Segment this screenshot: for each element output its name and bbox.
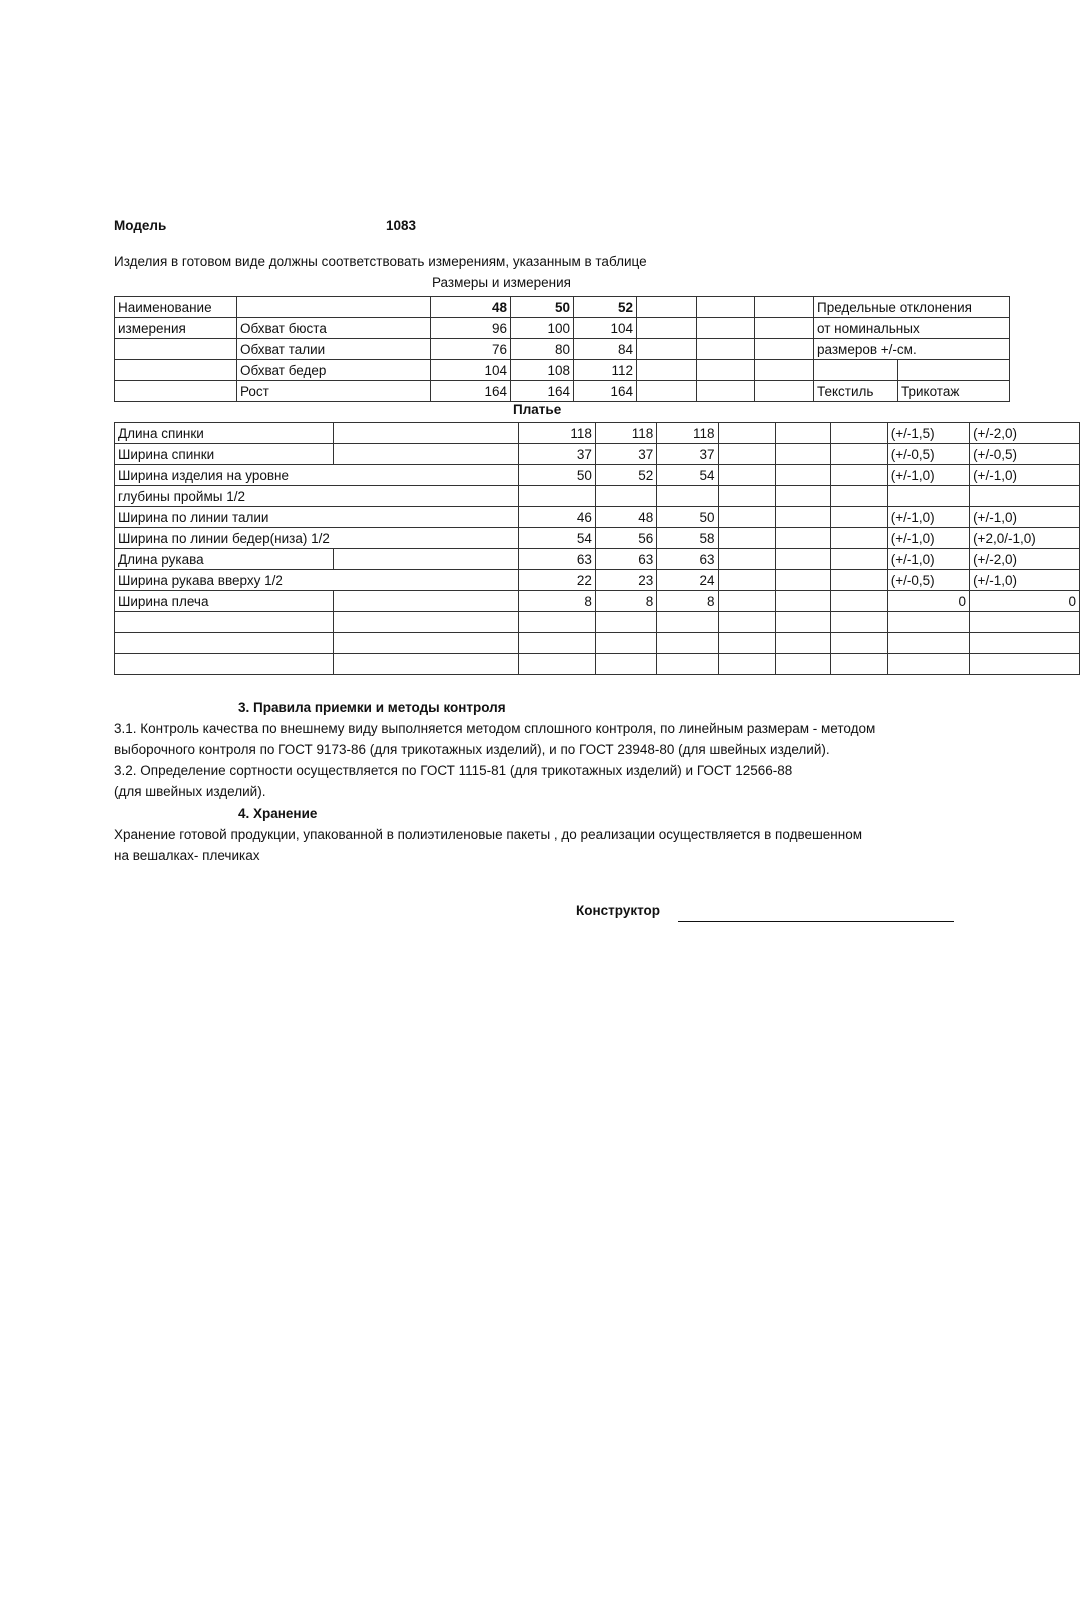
measure-value: 37 — [657, 444, 718, 465]
section4-line: Хранение готовой продукции, упакованной в полиэтиленовые пакеты , до реализации осуществляется в подвешенном — [114, 827, 863, 842]
measure-value: 63 — [657, 549, 718, 570]
row-label: Ширина плеча — [115, 591, 334, 612]
measure-value: 48 — [595, 507, 656, 528]
row-label: Длина спинки — [115, 423, 334, 444]
measure-value: 54 — [518, 528, 595, 549]
measure-value: 164 — [511, 381, 574, 402]
measure-label: Обхват талии — [237, 339, 431, 360]
measure-value: 63 — [595, 549, 656, 570]
measure-value: 56 — [595, 528, 656, 549]
table-row — [115, 318, 1010, 339]
measure-label: Рост — [237, 381, 431, 402]
textile-tolerance: (+/-1,0) — [887, 549, 969, 570]
measure-value: 50 — [518, 465, 595, 486]
signature-line — [678, 920, 954, 922]
measure-value: 8 — [657, 591, 718, 612]
measure-value: 54 — [657, 465, 718, 486]
knit-tolerance: (+/-1,0) — [970, 570, 1080, 591]
measure-value: 8 — [595, 591, 656, 612]
section4-title: 4. Хранение — [238, 806, 318, 821]
measure-value: 23 — [595, 570, 656, 591]
knit-tolerance: (+/-1,0) — [970, 507, 1080, 528]
measure-value: 76 — [431, 339, 511, 360]
measure-value: 8 — [518, 591, 595, 612]
measure-value — [657, 486, 718, 507]
name-col-header-line2: измерения — [115, 318, 237, 339]
measure-value: 37 — [595, 444, 656, 465]
table-row — [115, 486, 1080, 507]
measure-value: 84 — [574, 339, 637, 360]
textile-tolerance — [887, 486, 969, 507]
measure-value: 104 — [431, 360, 511, 381]
table-row — [115, 570, 1080, 591]
size-header: 48 — [431, 297, 511, 318]
empty-row — [115, 612, 1080, 633]
empty-row — [115, 654, 1080, 675]
section3-line: (для швейных изделий). — [114, 784, 266, 799]
measure-value: 118 — [518, 423, 595, 444]
measure-value: 108 — [511, 360, 574, 381]
section3-line: 3.2. Определение сортности осуществляется по ГОСТ 1115-81 (для трикотажных изделий) и ГОСТ 12566-88 — [114, 763, 793, 778]
section4-line: на вешалках- плечиках — [114, 848, 260, 863]
knit-header: Трикотаж — [898, 381, 1010, 402]
deviation-header: Предельные отклонения — [814, 297, 1010, 318]
section3-title: 3. Правила приемки и методы контроля — [238, 700, 506, 715]
measure-value: 58 — [657, 528, 718, 549]
section3-line: 3.1. Контроль качества по внешнему виду выполняется методом сплошного контроля, по линейным размерам - методом — [114, 721, 876, 736]
table-row — [115, 507, 1080, 528]
table-row — [115, 549, 1080, 570]
measure-value: 164 — [431, 381, 511, 402]
measure-value — [518, 486, 595, 507]
section3-line: выборочного контроля по ГОСТ 9173-86 (для трикотажных изделий), и по ГОСТ 23948-80 (для швейных изделий). — [114, 742, 830, 757]
constructor-label: Конструктор — [576, 903, 661, 918]
intro-text: Изделия в готовом виде должны соответствовать измерениям, указанным в таблице — [114, 254, 647, 269]
measure-value — [595, 486, 656, 507]
measure-value: 50 — [657, 507, 718, 528]
measure-value: 46 — [518, 507, 595, 528]
row-label: Ширина изделия на уровне — [115, 465, 334, 486]
table-row — [115, 444, 1080, 465]
row-label: Ширина рукава вверху 1/2 — [115, 570, 334, 591]
dress-title: Платье — [513, 402, 562, 417]
knit-tolerance: (+/-2,0) — [970, 549, 1080, 570]
table-row — [115, 465, 1080, 486]
size-header: 52 — [574, 297, 637, 318]
sizes-table — [114, 296, 1010, 402]
row-label: Ширина по линии талии — [115, 507, 334, 528]
measure-value: 96 — [431, 318, 511, 339]
measure-value: 22 — [518, 570, 595, 591]
textile-tolerance: (+/-0,5) — [887, 570, 969, 591]
measure-value: 112 — [574, 360, 637, 381]
measure-value: 104 — [574, 318, 637, 339]
measure-value: 52 — [595, 465, 656, 486]
measure-label: Обхват бедер — [237, 360, 431, 381]
textile-tolerance: 0 — [887, 591, 969, 612]
textile-tolerance: (+/-0,5) — [887, 444, 969, 465]
knit-tolerance — [970, 486, 1080, 507]
knit-tolerance: (+/-2,0) — [970, 423, 1080, 444]
table-row — [115, 360, 1010, 381]
table-row — [115, 591, 1080, 612]
measure-value: 100 — [511, 318, 574, 339]
row-label: Длина рукава — [115, 549, 334, 570]
table-row — [115, 381, 1010, 402]
textile-header: Текстиль — [814, 381, 898, 402]
measure-value: 164 — [574, 381, 637, 402]
measure-value: 24 — [657, 570, 718, 591]
textile-tolerance: (+/-1,0) — [887, 528, 969, 549]
model-label: Модель — [114, 218, 167, 233]
measure-label: Обхват бюста — [237, 318, 431, 339]
table-row — [115, 528, 1080, 549]
measure-value: 63 — [518, 549, 595, 570]
dress-table-body — [115, 423, 1080, 675]
deviation-header-line3: размеров +/-см. — [814, 339, 1010, 360]
empty-row — [115, 633, 1080, 654]
table-title: Размеры и измерения — [432, 275, 571, 290]
textile-tolerance: (+/-1,0) — [887, 507, 969, 528]
row-label: Ширина спинки — [115, 444, 334, 465]
row-label: глубины проймы 1/2 — [115, 486, 334, 507]
knit-tolerance: 0 — [970, 591, 1080, 612]
knit-tolerance: (+2,0/-1,0) — [970, 528, 1080, 549]
measure-value: 37 — [518, 444, 595, 465]
table-row — [115, 423, 1080, 444]
knit-tolerance: (+/-0,5) — [970, 444, 1080, 465]
textile-tolerance: (+/-1,5) — [887, 423, 969, 444]
sizes-header-row — [115, 297, 1010, 318]
deviation-header-line2: от номинальных — [814, 318, 1010, 339]
measure-value: 118 — [595, 423, 656, 444]
measure-value: 118 — [657, 423, 718, 444]
name-col-header: Наименование — [115, 297, 237, 318]
row-label: Ширина по линии бедер(низа) 1/2 — [115, 528, 334, 549]
dress-table — [114, 422, 1080, 675]
size-header: 50 — [511, 297, 574, 318]
knit-tolerance: (+/-1,0) — [970, 465, 1080, 486]
measure-value: 80 — [511, 339, 574, 360]
table-row — [115, 339, 1010, 360]
model-number: 1083 — [386, 218, 417, 233]
textile-tolerance: (+/-1,0) — [887, 465, 969, 486]
